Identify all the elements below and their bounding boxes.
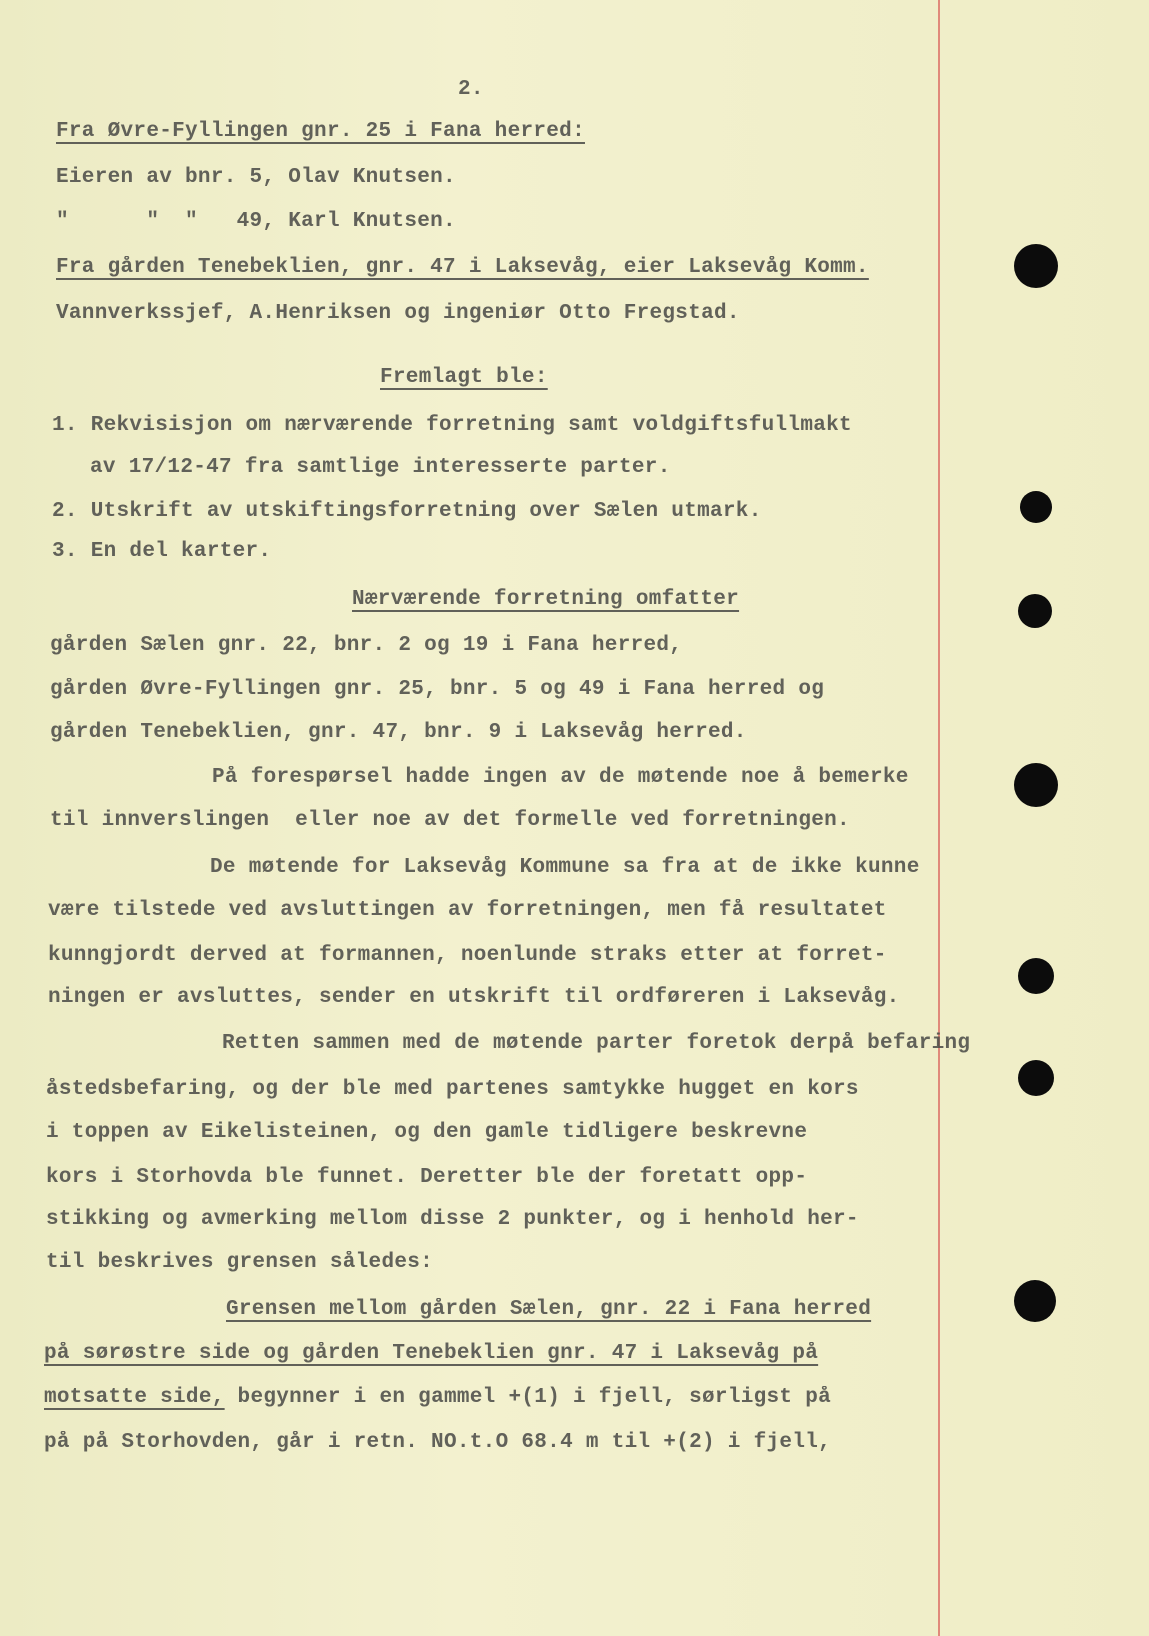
text-line: kors i Storhovda ble funnet. Deretter ble der foretatt opp- xyxy=(46,1166,808,1189)
text-line: " " " 49, Karl Knutsen. xyxy=(56,210,456,233)
page-number: 2. xyxy=(458,78,484,101)
text-line: gården Øvre-Fyllingen gnr. 25, bnr. 5 og 49 i Fana herred og xyxy=(50,678,825,701)
punch-hole-dot xyxy=(1014,1280,1056,1322)
punch-hole-dot xyxy=(1018,958,1054,994)
red-margin-line xyxy=(938,0,940,1636)
punch-hole-dot xyxy=(1020,491,1052,523)
punch-hole-dot xyxy=(1018,1060,1054,1096)
text-line xyxy=(44,1386,831,1409)
punch-hole-dot xyxy=(1014,763,1058,807)
text-line: stikking og avmerking mellom disse 2 punkter, og i henhold her- xyxy=(46,1208,859,1231)
text-line: til beskrives grensen således: xyxy=(46,1251,434,1274)
list-item: 3. En del karter. xyxy=(52,540,272,563)
section-heading: Nærværende forretning omfatter xyxy=(352,588,740,611)
punch-hole-dot xyxy=(1014,244,1058,288)
text-line: til innverslingen eller noe av det formelle ved forretningen. xyxy=(50,809,850,832)
punch-hole-dot xyxy=(1018,594,1052,628)
text-line: ningen er avsluttes, sender en utskrift til ordføreren i Laksevåg. xyxy=(48,986,900,1009)
section-heading: på sørøstre side og gården Tenebeklien gnr. 47 i Laksevåg på xyxy=(44,1342,819,1365)
section-heading: Grensen mellom gården Sælen, gnr. 22 i Fana herred xyxy=(226,1298,872,1321)
text-line: Vannverkssjef, A.Henriksen og ingeniør Otto Fregstad. xyxy=(56,302,740,325)
text-line: kunngjordt derved at formannen, noenlunde straks etter at forret- xyxy=(48,944,887,967)
list-item: 1. Rekvisisjon om nærværende forretning samt voldgiftsfullmakt xyxy=(52,414,852,437)
text-line: av 17/12-47 fra samtlige interesserte parter. xyxy=(90,456,671,479)
section-heading: Fremlagt ble: xyxy=(380,366,548,389)
section-heading: Fra gården Tenebeklien, gnr. 47 i Laksevåg, eier Laksevåg Komm. xyxy=(56,256,869,279)
text-line: De møtende for Laksevåg Kommune sa fra at de ikke kunne xyxy=(210,856,920,879)
text-line: Eieren av bnr. 5, Olav Knutsen. xyxy=(56,166,456,189)
text-line: åstedsbefaring, og der ble med partenes samtykke hugget en kors xyxy=(46,1078,859,1101)
text-continuation: begynner i en gammel +(1) i fjell, sørligst på xyxy=(224,1386,832,1409)
list-item: 2. Utskrift av utskiftingsforretning over Sælen utmark. xyxy=(52,500,762,523)
text-line: gården Sælen gnr. 22, bnr. 2 og 19 i Fana herred, xyxy=(50,634,683,657)
section-heading: Fra Øvre-Fyllingen gnr. 25 i Fana herred: xyxy=(56,120,585,143)
text-line: gården Tenebeklien, gnr. 47, bnr. 9 i Laksevåg herred. xyxy=(50,721,747,744)
text-line: i toppen av Eikelisteinen, og den gamle tidligere beskrevne xyxy=(46,1121,808,1144)
text-line: på på Storhovden, går i retn. NO.t.O 68.4 m til +(2) i fjell, xyxy=(44,1431,832,1454)
underlined-text: motsatte side, xyxy=(44,1386,225,1409)
text-line: På forespørsel hadde ingen av de møtende noe å bemerke xyxy=(212,766,909,789)
text-line: være tilstede ved avsluttingen av forretningen, men få resultatet xyxy=(48,899,887,922)
text-line: Retten sammen med de møtende parter foretok derpå befaring xyxy=(222,1032,971,1055)
